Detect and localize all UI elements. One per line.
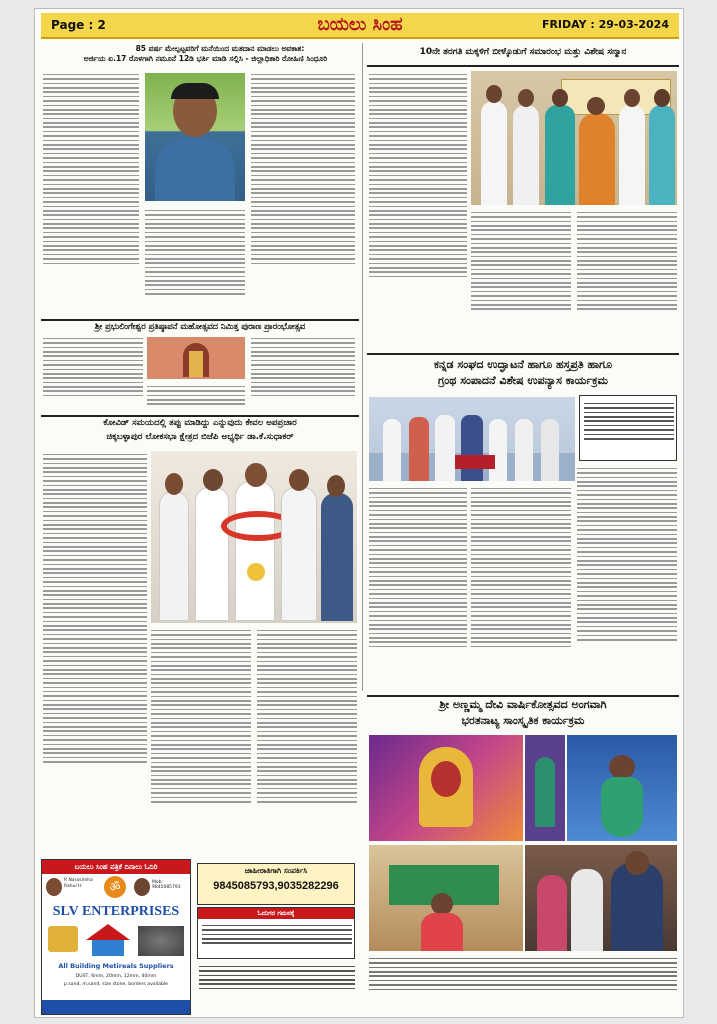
article6-headline-line1: ಶ್ರೀ ಅಣ್ಣಮ್ಮ ದೇವಿ ವಾರ್ಷಿಕೋತ್ಸವದ ಅಂಗವಾಗಿ	[439, 698, 607, 711]
article2-col2	[147, 383, 245, 413]
kannada-sangha-stage-photo	[369, 397, 575, 481]
issue-date: FRIDAY : 29-03-2024	[541, 18, 669, 31]
article3-headline-line2: ಚಿಕ್ಕಬಳ್ಳಾಪುರ ಲೋಕಸಭಾ ಕ್ಷೇತ್ರದ ಬಿಜೆಪಿ ಅಭ್ಯರ್ಥಿ ಡಾ.ಕೆ.ಸುಧಾಕರ್	[106, 432, 294, 442]
column-divider	[362, 43, 363, 691]
advertisement-contact-box	[197, 863, 355, 905]
article5-col3	[577, 465, 677, 695]
dance-photo-1	[525, 735, 565, 841]
article1-col1	[43, 71, 139, 317]
article5-headline-line1: ಕನ್ನಡ ಸಂಘದ ಉದ್ಘಾಟನೆ ಹಾಗೂ ಹಸ್ತಪ್ರತಿ ಹಾಗೂ	[433, 358, 613, 371]
readers-notice-header: ಓದುಗರ ಗಮನಕ್ಕೆ	[198, 908, 354, 919]
slv-enterprises-ad	[41, 859, 191, 1015]
masthead	[41, 13, 679, 39]
article1-col2	[145, 207, 245, 317]
article4-col3	[577, 209, 677, 337]
readers-notice-box	[197, 907, 355, 959]
article1-headline: ಅರ್ಜಿಯ ಏ.17 ರೊಳಗಾಗಿ ನಮೂನೆ 12ಡಿ ಭರ್ತಿ ಮಾಡಿ ಸಲ್ಲಿಸಿ - ಜಿಲ್ಲಾಧಿಕಾರಿ ರೋಹಿಣಿ ಸಿಂಧೂರಿ	[83, 54, 328, 63]
advertiser-photo-1	[46, 878, 62, 896]
slv-tagline: All Building Metireals Suppliers	[58, 962, 174, 970]
gravel-icon	[138, 926, 184, 956]
collector-portrait-photo	[145, 73, 245, 201]
article2-headline: ಶ್ರೀ ಪ್ರಭುಲಿಂಗೇಶ್ವರ ಪ್ರತಿಷ್ಠಾಪನೆ ಮಹೋತ್ಸವದ ನಿಮಿತ್ತ ಪುರಾಣ ಪ್ರಾರಂಭೋತ್ಸವ	[94, 321, 306, 331]
article1-kicker: 85 ವರ್ಷ ಮೇಲ್ಪಟ್ಟವರಿಗೆ ಮನೆಯಿಂದ ಮತದಾನ ಮಾಡಲು ಅವಕಾಶ:	[135, 44, 305, 53]
child-dancer-photo	[369, 845, 523, 951]
article6-caption-text	[369, 955, 677, 1013]
truck-icon	[48, 926, 78, 952]
article2-col1	[43, 335, 143, 413]
advertiser-mobile: Mob: 9845085793	[152, 880, 181, 890]
temple-photo	[147, 337, 245, 379]
article3-col1	[43, 451, 147, 851]
article4-col1	[369, 71, 467, 337]
article3-headline-line1: ಕೋವಿಡ್ ಸಮಯದಲ್ಲಿ ತಪ್ಪು ಮಾಡಿದ್ದು ಎನ್ನುವುದು ಕೇವಲ ಅಪಪ್ರಚಾರ	[103, 418, 297, 428]
newspaper-title: ಬಯಲು ಸಿಂಹ	[317, 14, 403, 35]
article3-col3	[257, 627, 357, 851]
candidate-welcome-photo	[151, 451, 357, 623]
page-number: Page : 2	[51, 18, 106, 32]
dance-photo-2	[567, 735, 677, 841]
article4-col2	[471, 209, 571, 337]
article5-col2	[471, 485, 571, 695]
ad-contact-phones: 9845085793,9035282296	[213, 880, 339, 892]
newspaper-page	[34, 8, 684, 1018]
house-icon	[86, 924, 130, 940]
ad-contact-header: ಜಾಹೀರಾತಿಗಾಗಿ ಸಂಪರ್ಕಿಸಿ	[244, 866, 308, 875]
article1-col3	[251, 71, 355, 317]
article2-col3	[251, 335, 355, 413]
article5-quote-box	[579, 395, 677, 461]
goddess-decoration-photo	[369, 735, 523, 841]
disclaimer-text	[199, 963, 355, 1013]
felicitation-photo	[471, 71, 677, 205]
advertiser-name-2: Rahul H	[64, 884, 82, 889]
article3-col2	[151, 627, 251, 851]
article5-headline-line2: ಗ್ರಂಥ ಸಂಪಾದನೆ ವಿಶೇಷ ಉಪನ್ಯಾಸ ಕಾರ್ಯಕ್ರಮ	[437, 374, 608, 387]
slv-items: DUST, 6mm, 20mm, 12mm, 40mm	[75, 974, 157, 979]
advertiser-name: R Narasimha	[64, 878, 93, 883]
article6-headline-line2: ಭರತನಾಟ್ಯ ಸಾಂಸ್ಕೃತಿಕ ಕಾರ್ಯಕ್ರಮ	[461, 714, 585, 727]
article5-col1	[369, 485, 467, 695]
om-symbol-icon: ॐ	[104, 876, 126, 898]
article4-headline: 10ನೇ ತರಗತಿ ಮಕ್ಕಳಿಗೆ ಬೀಳ್ಕೊಡುಗೆ ಸಮಾರಂಭ ಮತ್ತು ವಿಶೇಷ ಸನ್ಮಾನ	[419, 47, 627, 57]
advertiser-photo-2	[134, 878, 150, 896]
subscribe-banner: ಬಯಲು ಸಿಂಹ ಪತ್ರಿಕೆ ದಿನಾಲು ಓದಿರಿ	[42, 860, 190, 874]
slv-enterprises-name: SLV ENTERPRISES	[52, 904, 180, 919]
audience-photo	[525, 845, 677, 951]
slv-items-2: p.sand, m.sand, size stone, borders available	[63, 982, 168, 987]
